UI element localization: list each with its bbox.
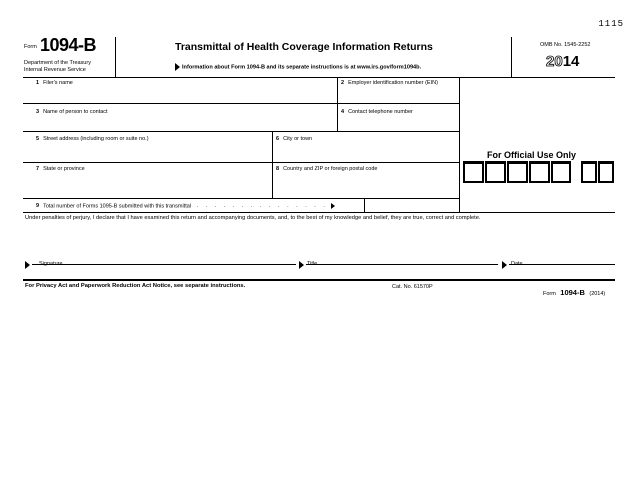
field-4-contact-phone[interactable]: 4 Contact telephone number [341,109,413,115]
privacy-notice: For Privacy Act and Paperwork Reduction Act Notice, see separate instructions. [25,283,246,289]
official-use-label: For Official Use Only [487,150,577,160]
date-line[interactable] [509,264,615,265]
signature-line[interactable] [32,264,296,265]
form-title: Transmittal of Health Coverage Information Returns [175,41,433,53]
field-5-street-address[interactable]: 5 Street address (including room or suite no.) [36,136,149,142]
date-label: Date [511,261,523,267]
field-7-state[interactable]: 7 State or province [36,166,85,172]
title-label: Title [307,261,318,267]
field-3-contact-name[interactable]: 3 Name of person to contact [36,109,108,115]
field-6-city[interactable]: 6 City or town [276,136,313,142]
arrow-icon [331,203,335,209]
form-prefix: Form [24,44,37,50]
corner-code: 1115 [598,19,624,29]
title-line[interactable] [306,264,498,265]
arrow-icon [175,63,180,71]
signature-arrow [25,256,30,274]
tax-year [546,53,579,70]
footer-form-number: 1094-B [560,288,585,297]
date-arrow [502,256,507,274]
field-1-filers-name[interactable]: 1 Filer's name [36,80,73,86]
ocr-scan-boxes [463,161,615,185]
signature-label: Signature [39,261,63,267]
perjury-statement: Under penalties of perjury, I declare that I have examined this return and accompanying documents, and, to the best of my knowledge and belief, they are true, correct and complete. [25,215,481,221]
title-arrow [299,256,304,274]
department-label: Department of the Treasury [24,60,91,66]
omb-number: OMB No. 1545-2252 [540,42,591,48]
field-8-country-zip[interactable]: 8 Country and ZIP or foreign postal code [276,166,378,172]
form-id-block [23,33,115,77]
year-bold: 14 [562,53,580,70]
arrow-icon [25,261,30,269]
form-number: 1094-B [40,35,97,55]
footer-year: (2014) [589,291,606,297]
info-line [175,63,421,71]
year-outline: 20 [546,53,563,70]
footer-form-id [543,282,605,300]
arrow-icon [502,261,507,269]
catalog-number: Cat. No. 61570P [392,284,433,290]
info-line-text: Information about Form 1094-B and its separate instructions is at www.irs.gov/form1094b. [182,64,422,71]
arrow-icon [299,261,304,269]
service-label: Internal Revenue Service [24,67,86,73]
footer-form-prefix: Form [543,291,556,297]
leader-dots: . . . . . . . . . . . . . . . [196,203,328,210]
field-9-total-forms[interactable]: 9 Total number of Forms 1095-B submitted with this transmittal . . . . . . . . . . . . . . . [36,203,335,210]
field-2-ein[interactable]: 2 Employer identification number (EIN) [341,80,438,86]
